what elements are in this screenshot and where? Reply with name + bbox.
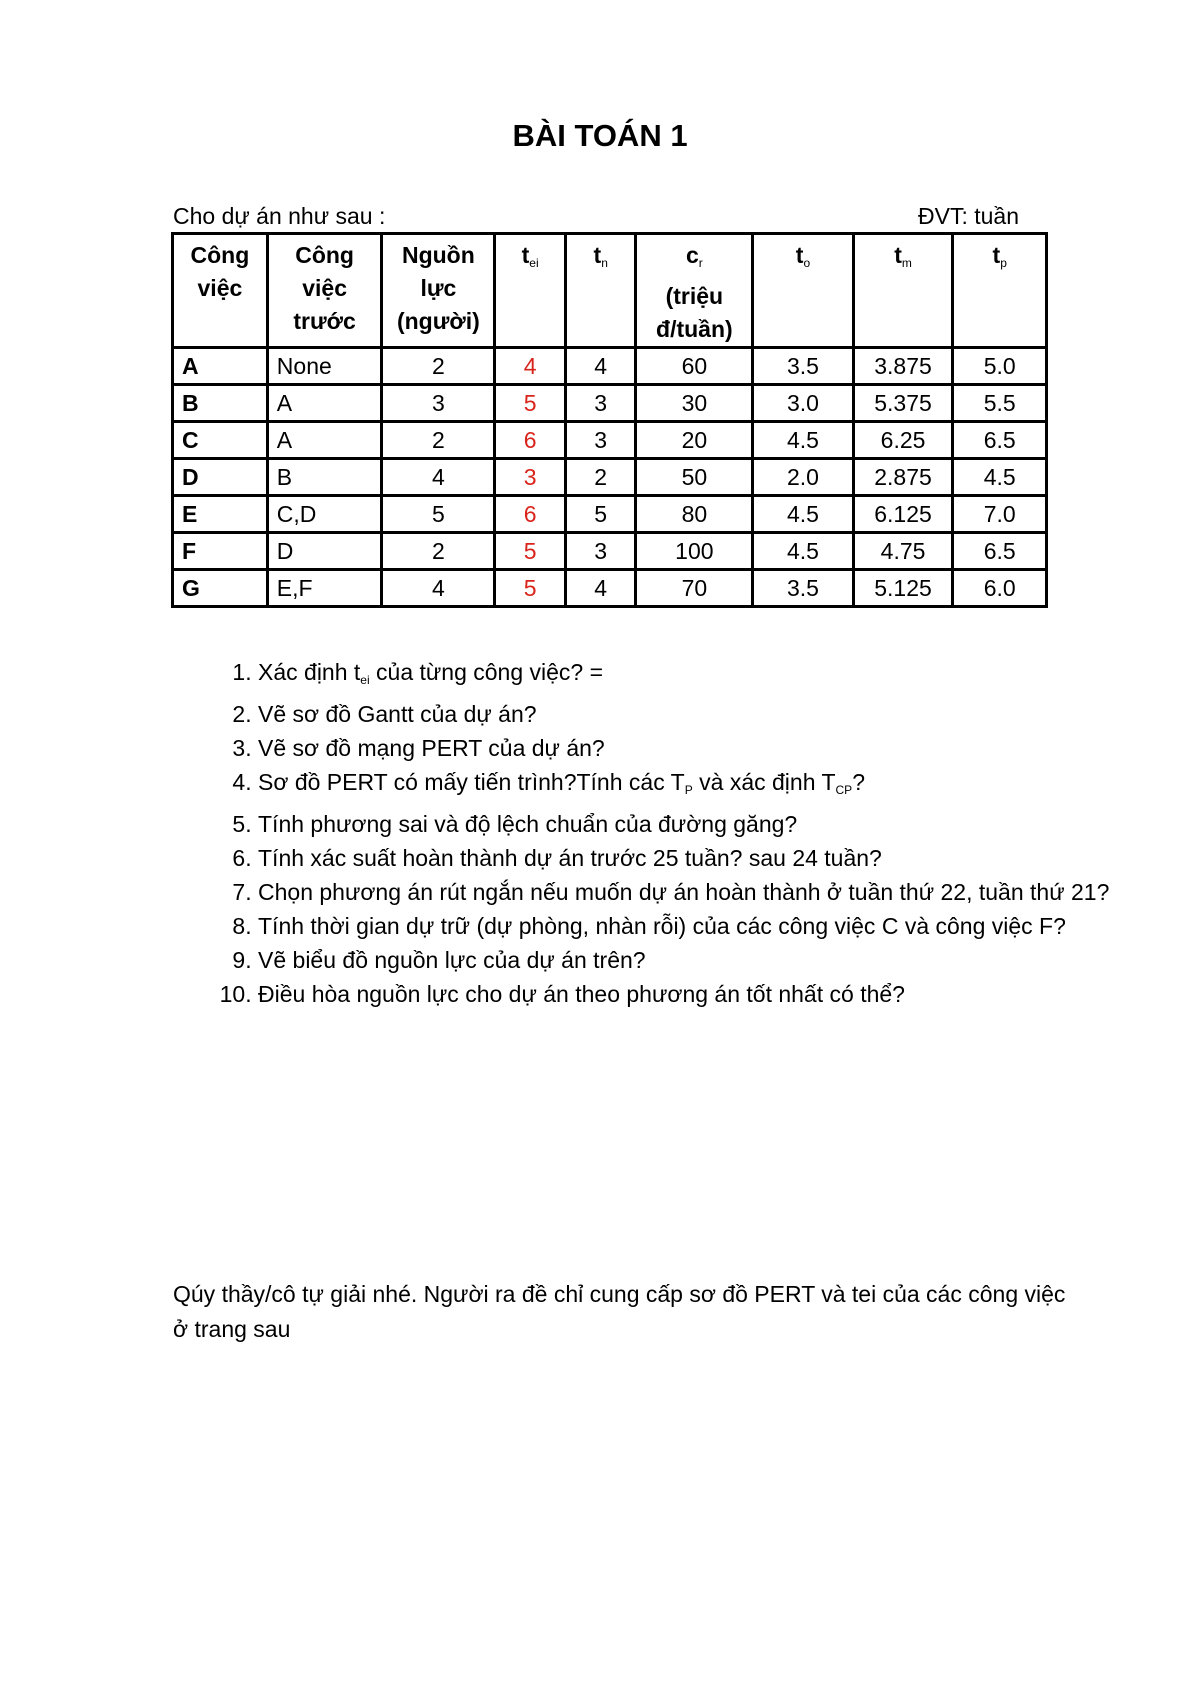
header-tp: $t_p$ (953, 234, 1047, 348)
table-cell: 2 (382, 533, 495, 570)
table-cell: D (173, 459, 268, 496)
table-cell: 3 (565, 533, 636, 570)
header-tm: $t_m$ (853, 234, 953, 348)
table-cell: 2 (382, 422, 495, 459)
table-row (173, 496, 1047, 533)
table-row (173, 385, 1047, 422)
table-cell: 4.75 (853, 533, 953, 570)
table-cell: 7.0 (953, 496, 1047, 533)
question-9: 9. Vẽ biểu đồ nguồn lực của dự án trên? (258, 943, 1138, 977)
question-3: 3. Vẽ sơ đồ mạng PERT của dự án? (258, 731, 1138, 765)
intro-text: Cho dự án như sau : (173, 203, 386, 229)
table-cell: 3.5 (753, 348, 853, 385)
table-cell: 5 (382, 496, 495, 533)
header-nguon-luc: Nguồn lực (người) (382, 234, 495, 348)
table-cell: 20 (636, 422, 753, 459)
table-cell: 5.5 (953, 385, 1047, 422)
question-4: 4. Sơ đồ PERT có mấy tiến trình?Tính các TP và xác định TCP? (258, 765, 1138, 807)
table-header-row (173, 234, 1047, 348)
table-cell: 2 (565, 459, 636, 496)
table-cell: 2 (382, 348, 495, 385)
footer-note: Qúy thầy/cô tự giải nhé. Người ra đề chỉ cung cấp sơ đồ PERT và tei của các công việc ở trang sau (173, 1281, 1066, 1342)
table-cell: 60 (636, 348, 753, 385)
table-cell: G (173, 570, 268, 607)
table-cell: 70 (636, 570, 753, 607)
table-cell: 4 (382, 570, 495, 607)
table-cell: B (267, 459, 382, 496)
table-cell: B (173, 385, 268, 422)
table-cell: 4.5 (953, 459, 1047, 496)
table-cell: 50 (636, 459, 753, 496)
question-7: 7. Chọn phương án rút ngắn nếu muốn dự án hoàn thành ở tuần thứ 22, tuần thứ 21? (258, 875, 1138, 909)
header-to: $t_o$ (753, 234, 853, 348)
table-cell: A (173, 348, 268, 385)
table-cell: 6.25 (853, 422, 953, 459)
table-cell: F (173, 533, 268, 570)
table-cell: 5.125 (853, 570, 953, 607)
table-cell: 3 (565, 385, 636, 422)
question-2: 2. Vẽ sơ đồ Gantt của dự án? (258, 697, 1138, 731)
table-row (173, 570, 1047, 607)
table-cell: 5 (495, 570, 566, 607)
table-cell: 5 (495, 533, 566, 570)
table-cell: 6.125 (853, 496, 953, 533)
table-row (173, 533, 1047, 570)
table-cell: 3 (382, 385, 495, 422)
table-cell: 2.0 (753, 459, 853, 496)
table-cell: 5.0 (953, 348, 1047, 385)
table-cell: 6 (495, 422, 566, 459)
table-cell: 3 (565, 422, 636, 459)
table-cell: 3.5 (753, 570, 853, 607)
question-list (200, 655, 1138, 1011)
header-tei: $t_{ei}$ (495, 234, 566, 348)
table-cell: 4 (382, 459, 495, 496)
header-cr: $c_r$ (triệu đ/tuần) (636, 234, 753, 348)
table-cell: A (267, 422, 382, 459)
table-cell: 4.5 (753, 422, 853, 459)
table-cell: 4 (565, 570, 636, 607)
table-cell: 5.375 (853, 385, 953, 422)
question-5: 5. Tính phương sai và độ lệch chuẩn của đường găng? (258, 807, 1138, 841)
table-cell: 3.0 (753, 385, 853, 422)
table-cell: 6.5 (953, 422, 1047, 459)
table-cell: E,F (267, 570, 382, 607)
table-cell: None (267, 348, 382, 385)
header-tn: $t_n$ (565, 234, 636, 348)
intro-line (173, 203, 1019, 230)
table-cell: C (173, 422, 268, 459)
table-cell: C,D (267, 496, 382, 533)
table-cell: 4 (565, 348, 636, 385)
table-cell: D (267, 533, 382, 570)
unit-label: ĐVT: tuần (918, 203, 1019, 229)
table-row (173, 459, 1047, 496)
table-cell: 5 (565, 496, 636, 533)
table-cell: A (267, 385, 382, 422)
table-cell: 80 (636, 496, 753, 533)
task-table (171, 232, 1048, 608)
table-cell: E (173, 496, 268, 533)
page-title: BÀI TOÁN 1 (512, 118, 688, 153)
table-cell: 30 (636, 385, 753, 422)
table-row (173, 422, 1047, 459)
question-8: 8. Tính thời gian dự trữ (dự phòng, nhàn rỗi) của các công việc C và công việc F? (258, 909, 1138, 943)
question-10: 10. Điều hòa nguồn lực cho dự án theo phương án tốt nhất có thể? (258, 977, 1138, 1011)
table-cell: 5 (495, 385, 566, 422)
table-cell: 4 (495, 348, 566, 385)
table-cell: 4.5 (753, 533, 853, 570)
table-cell: 100 (636, 533, 753, 570)
question-6: 6. Tính xác suất hoàn thành dự án trước 25 tuần? sau 24 tuần? (258, 841, 1138, 875)
table-cell: 2.875 (853, 459, 953, 496)
table-cell: 6.0 (953, 570, 1047, 607)
table-cell: 3.875 (853, 348, 953, 385)
table-cell: 3 (495, 459, 566, 496)
question-1: 1. Xác định tei của từng công việc? = (258, 655, 1138, 697)
header-cong-viec: Công việc (173, 234, 268, 348)
table-cell: 4.5 (753, 496, 853, 533)
table-cell: 6 (495, 496, 566, 533)
table-cell: 6.5 (953, 533, 1047, 570)
header-cong-viec-truoc: Công việc trước (267, 234, 382, 348)
table-row (173, 348, 1047, 385)
table-body (173, 348, 1047, 607)
